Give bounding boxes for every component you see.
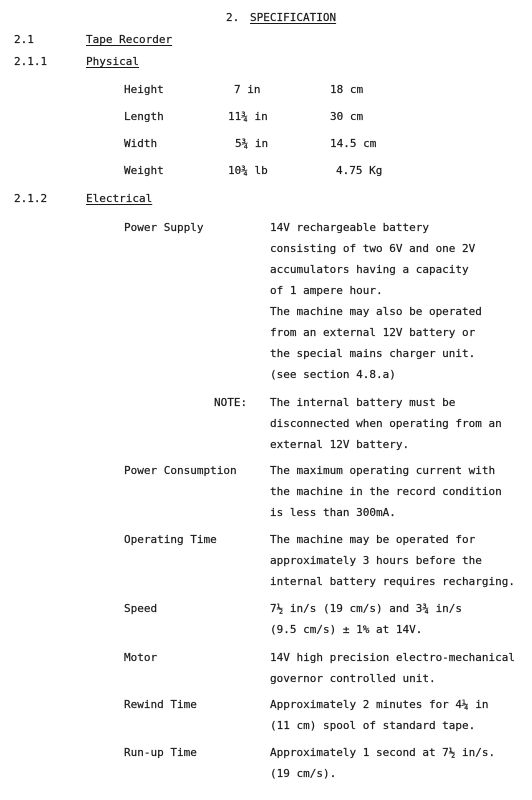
- physical-imperial: 11¾ in: [228, 110, 268, 123]
- section-title: SPECIFICATION: [250, 11, 337, 24]
- spec-line: 7½ in/s (19 cm/s) and 3¾ in/s: [270, 602, 463, 615]
- spec-label: Motor: [124, 651, 158, 664]
- spec-line: 14V rechargeable battery: [270, 221, 429, 234]
- spec-line: from an external 12V battery or: [270, 326, 476, 339]
- spec-label: Operating Time: [124, 533, 217, 546]
- spec-line: (19 cm/s).: [270, 767, 337, 780]
- subsubsection-title: Physical: [86, 55, 139, 68]
- spec-label: Power Consumption: [124, 464, 237, 477]
- section-number: 2.: [226, 11, 240, 24]
- subsubsection-number: 2.1.1: [14, 55, 48, 68]
- spec-line: The machine may also be operated: [270, 305, 482, 318]
- physical-label: Height: [124, 83, 164, 96]
- physical-imperial: 7 in: [234, 83, 261, 96]
- spec-line: Approximately 1 second at 7½ in/s.: [270, 746, 496, 759]
- spec-label: Power Supply: [124, 221, 204, 234]
- spec-line: consisting of two 6V and one 2V: [270, 242, 476, 255]
- spec-line: The internal battery must be: [270, 396, 456, 409]
- spec-line: approximately 3 hours before the: [270, 554, 482, 567]
- spec-label: Speed: [124, 602, 158, 615]
- spec-line: of 1 ampere hour.: [270, 284, 383, 297]
- physical-metric: 14.5 cm: [330, 137, 377, 150]
- spec-line: (see section 4.8.a): [270, 368, 396, 381]
- subsubsection-number: 2.1.2: [14, 192, 48, 205]
- subsubsection-title: Electrical: [86, 192, 153, 205]
- spec-line: external 12V battery.: [270, 438, 410, 451]
- spec-line: governor controlled unit.: [270, 672, 436, 685]
- subsection-number: 2.1: [14, 33, 34, 46]
- physical-label: Length: [124, 110, 164, 123]
- physical-label: Width: [124, 137, 158, 150]
- spec-line: (11 cm) spool of standard tape.: [270, 719, 476, 732]
- subsection-title: Tape Recorder: [86, 33, 173, 46]
- note-label: NOTE:: [214, 396, 248, 409]
- spec-line: disconnected when operating from an: [270, 417, 502, 430]
- physical-imperial: 10¾ lb: [228, 164, 268, 177]
- spec-line: (9.5 cm/s) ± 1% at 14V.: [270, 623, 423, 636]
- spec-line: Approximately 2 minutes for 4¼ in: [270, 698, 489, 711]
- spec-line: internal battery requires recharging.: [270, 575, 516, 588]
- spec-label: Rewind Time: [124, 698, 197, 711]
- spec-line: the special mains charger unit.: [270, 347, 476, 360]
- physical-metric: 18 cm: [330, 83, 364, 96]
- spec-label: Run-up Time: [124, 746, 197, 759]
- spec-line: is less than 300mA.: [270, 506, 396, 519]
- spec-line: accumulators having a capacity: [270, 263, 469, 276]
- physical-metric: 30 cm: [330, 110, 364, 123]
- spec-line: The machine may be operated for: [270, 533, 476, 546]
- physical-label: Weight: [124, 164, 164, 177]
- physical-metric: 4.75 Kg: [336, 164, 383, 177]
- physical-imperial: 5¾ in: [235, 137, 269, 150]
- spec-line: 14V high precision electro-mechanical: [270, 651, 516, 664]
- spec-line: The maximum operating current with: [270, 464, 496, 477]
- spec-line: the machine in the record condition: [270, 485, 502, 498]
